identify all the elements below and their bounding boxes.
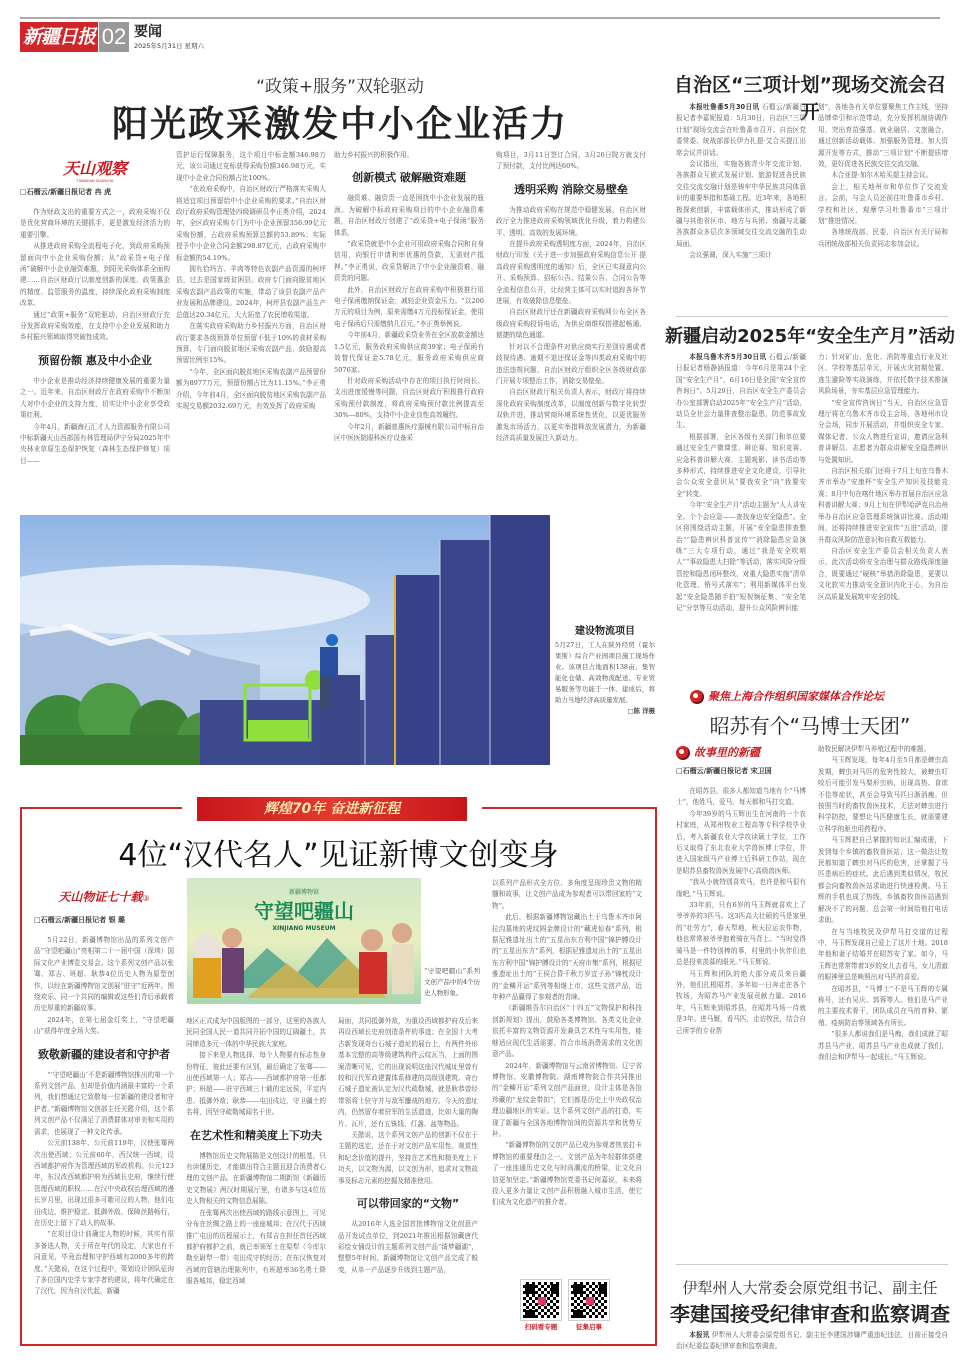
photo-title: 建设物流项目 [575,626,635,637]
discipline-headline: 李建国接受纪律审查和监察调查 [670,1302,950,1326]
article-body: “‘守望吧疆山’不是新疆博物馆推出的第一个系列文创产品，但却是价值内涵最丰富的一个系列，我们想通过它致敬每一位新疆的建设者和守护者。”新疆博物馆文创部主任关懿介绍，这个系列文创产品不仅满足了消费群体对审美和实用的需求，也展现了一种文化传承。 公元前138年、公元前119年，汉使张骞两次出使西域；公元前60年，西汉统一西域，设西域都护府作为管理西域的军政机构。公元123年，东汉改西域都护府为西域长史府，继续行使管理西域的职权……在汉中央政权治理西域的漫长岁月里，出现过很多可歌可泣的人物，他们屯田戍边、维护稳定、抵御外敌、保障丝路畅行，在历史上留下了动人的故事。 “在项目设计前确定人物的时候，其实有很多备选人物，关于所在年代的设定，大家也有不同意见，毕竟治理和守护西域有2000多年的跨度。”关懿说，在这个过程中，策划设计团队征询了多位国内史学专家学者的建议，将年代确定在了汉代，因为自汉代起，新疆 [34,1070,174,1296]
museum-poster [187,878,421,1004]
dateline: 本报讯 [689,1331,710,1339]
museum-poster-image [187,878,421,1004]
character-zhengji [222,928,242,948]
main-column-4 [496,150,646,480]
character-zhangqian [193,934,221,962]
feature-column-1 [34,880,174,1336]
divider [676,316,948,317]
qr-label: 征集启事 [576,1323,602,1331]
sanxiang-column-1 [676,102,806,312]
article-body: 地区正式成为中国版图的一部分，这里的各族人民同全国人民一道共同开拓中国的辽阔疆土，共同缔造多元一体的中华民族大家庭。 接下来是人物选择，每个人物要有标志性身份特征，彼此还要有区别，最后确定了张骞——出使西域第一人；郑吉——西域都护府第一任都护；班超——驻守西域三十载的定远侯，平定内患、抵御外敌；耿恭——屯田戍边，守卫疆土的名将，因坚守疏勒城闻名于世。 [186,1017,326,1117]
frame-top-left [20,807,182,809]
poster-subtitle: XINJIANG MUSEUM [272,925,336,932]
character-gengong [392,923,412,943]
feature-headline: 4位“汉代名人”见证新博文创变身 [118,838,559,873]
tianshan-wuzheng-logo: 天山物证七十载③ [58,890,150,904]
tianshan-guancha-logo: 天山观察 TIANSHAN GUANCHA [62,159,127,183]
main-column-3 [334,150,484,480]
poster-caption: “守望吧疆山”系列文创产品中的4个历史人物形象。 [424,967,480,997]
article-body: 在昭苏县，很多人都知道当地有个“马博士”，他姓马，爱马，每天都和马打交道。 今年39岁的马玉辉出生在河南的一个农村家庭，从郑州牧业工程高等专科学校毕业后，考入新疆农业大学攻读硕士学位，工作后又取得了东北农业大学兽医博士学位，并进入国家级马产业博士后科研工作站，现在是昭苏县畜牧兽医发展中心高级兽医师。 “我从小就特别喜欢马，也许是和马很有缘吧。”马玉辉说。 33年前，只有6岁的马玉辉就喜欢上了爷爷养的3匹马。这3匹高大壮硕的马是家里的“壮劳力”，春天犁地，秋天拉运农作物，他也常常被爷爷抱着骑在马背上。“当时觉得骑马是一件特别棒的事，村里的小伙伴们也总是投来羡慕的眼光。”马玉辉说。 马玉辉和团队的绝大部分成员来自疆外，他们扎根昭苏，多年如一日奔走在各个牧场，为昭苏马产业发展贡献力量。2016年，马玉辉来到昭苏县，在昭苏马场一待就是3年。进马厩，看马匹，走访牧民，结合自己所学的专业帮 [676,787,806,1035]
divider [676,1264,948,1265]
sanxiang-column-2 [818,102,948,312]
header-rule [20,17,940,19]
feature-column-3 [338,1016,478,1336]
horse-column-2 [818,744,948,1224]
main-headline: 阳光政采激发中小企业活力 [111,104,568,145]
qr-code-icon [521,1280,561,1320]
article-body: 购项目，3月11日签订合同，3月26日院方就支付了预付款，支付比例达60%。 [496,151,646,171]
article-body: 助力乡村振兴的积极作用。 [334,151,414,159]
poster-title: 守望吧疆山 [254,899,354,923]
story-dot-icon [676,746,690,760]
article-body: 融资难、融资贵一直是困扰中小企业发展的瓶颈。为破解中标政府采购项目的中小企业融资难题，自治区财政厅创建了“政采贷+电子保函”服务体系。 “政采贷就是中小企业可用政府采购合同和自身信用，向银行申请利率优惠的贷款，无需财产抵押。”李正勇说，政采贷解决了中小企业融资难、融资贵的问题。 此外，自治区财政厅在政府采购中积极推行用电子保函缴纳保证金，减轻企业资金压力。“以200万元的项目为例，原来需缴4万元投标保证金，使用电子保函后只需缴纳几百元。”李正勇举例说。 今年前4月，新疆政采贷业务在全区放款金额达1.5亿元，服务政府采购供应商39家；电子保函有效替代保证金5.78亿元，服务政府采购供应商5076家。 针对政府采购活动中存在的项目执行时间长、支出进度缓慢等问题，自治区财政厅积极推行政府采购预付款制度，将政府采购预付款比例提高至30%—80%，支持中小企业良性高效履约。 今年2月，新疆普惠医疗器械有限公司中标自治区中医医院眼科医疗设备采 [334,194,484,442]
article-body: 本报乌鲁木齐5月30日讯 石榴云/新疆日报记者杨静涵报道：今年6月是第24个全国“安全生产月”，6月16日是全国“安全宣传咨询日”。5月29日，自治区安全生产委员会办公室部署启动2025年“安全生产月”活动，动员全社会力量排查整治隐患，防范事故发生。 根据部署，全区各级有关部门和单位要通过安全生产微课堂、辩论赛、知识竞赛、应急科普讲解大赛、主题观影、读书活动等多种形式，持续推进安全文化建设，引导社会公众安全意识从“要我安全”向“我要安全”转变。 今年“安全生产月”活动主题为“人人讲安全、个个会应急——查找身边安全隐患”。全区将围绕活动主题，开展“安全隐患排查整治”“隐患辨识科普宣传”“消除隐患应急演练”三大专项行动，通过“我是安全吹哨人”“事故隐患大扫除”等活动，落实风险分级管控和隐患闭环整改，对重大隐患实施“清单化管理、销号式落实”；利用新媒体平台发起“安全隐患随手拍”短视频征集、“安全笔记”分享等互动活动，提升公众风险辨识能 [676,353,806,612]
qr-code-icon [569,1280,609,1320]
main-column-2 [176,150,326,480]
article-body: 本报吐鲁番5月30日讯 石榴云/新疆日报记者李嘉妮报道：5月30日，自治区“三项计划”现场交流会在吐鲁番市召开。自治区党委常委、统战部部长伊力扎提·艾合买提江出席会议并讲话。 会议指出，实施各族青少年交流计划、各族群众互嵌式发展计划、旅游促进各民族交往交流交融计划是铸牢中华民族共同体意识的重要举措和基础工程。近3年来，各地积极探索创新，丰富载体形式，推动形成了新疆与其他省区市、地方与兵团、南疆与北疆各族群众多层次多领域交往交流交融的生动局面。 会议强调，深入实施“三项计 [676,103,806,260]
feature-column-4 [492,878,642,1268]
subheading: 透明采购 消除交易壁垒 [514,182,628,196]
subheading: 可以带回家的“文物” [356,1197,460,1211]
safety-column-2 [818,352,948,660]
article-body: 5月22日，新疆博物馆出品的系列文创产品“守望吧疆山”亮相第二十一届中国（深圳）国际文化产业博览交易会。这个系列文创产品以张骞、郑吉、班超、耿恭4位历史人物为原型创作，以经在新疆博物馆文创展“驻守”近两年，围绕欢乐、同一个共同的编辑或这些们背后承载着历史厚重的新疆故事。 2024年，在第七届金灯奖上，“守望吧疆山”获得年度全场大奖。 [34,936,174,1036]
masthead-logo: 新疆日报 [20,22,98,52]
qr-label: 扫码看专题 [524,1323,558,1331]
photo-caption: 5月27日，工人在陕外经贸（霍尔果斯）综合产业园项目施工现场作业。该项目占地面积138亩，集智能化仓储、高效物流配送、专业贸易服务等功能于一体，建成后，将助力当地经济高质量发展。 □陈 洋摄 [555,641,655,715]
article-body: 中小企业是推动经济持续健康发展的重要力量之一。近年来，自治区财政厅在政府采购中不断加大对中小企业的支持力度，切实让中小企业享受政策红利。 今年4月，新疆海石汇才人力资源服务有限公司中标新疆天山西部国有林管理局伊宁分局2025年中央林业草原生态保护恢复（森林生态保护修复）项目—— [20,376,170,465]
dateline: 本报乌鲁木齐5月30日讯 [689,353,767,361]
construction-photo [20,515,550,765]
photo-credit: □陈 洋摄 [627,707,655,715]
subheading: 预留份额 惠及中小企业 [38,353,152,367]
section-title: 要闻 [134,24,162,40]
story-column-logo: 故事里的新疆 [676,744,806,760]
article-body: 管护运行保障服务，这个项目中标金额346.98万元，该公司通过竞标获得采购份额346.98万元，实现中小企业合同份额占比100%。 “在政府采购中，自治区财政厅严格落实采购人将适宜项目预留给中小企业采购的要求。”自治区财政厅政府采购管理处四级调研员李正勇介绍，2024年，全区政府采购专门为中小企业预留356.99亿元采购份额，占政府采购预算总额的53.89%；实际授予中小企业合同金额298.87亿元，占政府采购中标金额的54.19%。 拥有恰玛古、羊肉等特色农副产品资源的柯坪县，过去是国家级贫困县。政府专门面向脱贫地区采购农副产品政策的实施，带动了该县农副产品产业发展和品牌建设。2024年，柯坪县农副产品生产总值达20.34亿元，大大拓宽了农民增收渠道。 在落实政府采购助力乡村振兴方面，自治区财政厅要求各级预算单位预留不低于10%的食材采购预算，专门面向脱贫地区采购农副产品，鼓励提高预留比例至15%。 “今年，全区面向脱贫地区采购农副产品预留份额为8977万元，预留份额占比为11.15%。”李正勇介绍，今年前4月，全区面向脱贫地区采购农副产品实现交易额2032.69万元，有效发挥了政府采购 [176,151,326,410]
feature-banner: 辉煌70年 奋进新征程 [197,797,467,821]
construction-photo-image [20,515,550,765]
subheading: 创新模式 破解融资难题 [352,171,466,185]
character-banchao [361,929,383,951]
safety-column-1 [676,352,806,660]
dateline: 本报吐鲁番5月30日讯 [689,103,760,111]
safety-headline: 新疆启动2025年“安全生产月”活动 [665,326,955,347]
horse-headline: 昭苏有个“马博士天团” [709,714,911,738]
qr-call-for-submissions[interactable] [564,1280,614,1331]
article-body: 局面，共同抵御外敌，为重设西域都护府及后来再设西域长史府创造条件的事迹；在全国十大考古新发现奇台石城子遗址的展台上，有两件外形基本完整的高等级建筑构件云纹瓦当，上面的图案清晰可见，它的出现说明这座汉代城址里曾有较和汉代军政建置体系修建的高级别建筑。奇台石城子遗址被认定为汉代疏勒城，就是耿恭曾经带领将士驻守并与敌军鏖战的地方。今天的遗址内，仍然留存着驻军的生活遗迹，比如大量的陶片、瓦片，还有五铢钱、灯盏、盆等物品。 关懿说，这个系列文创产品的创新不仅在于主题的选定，还在于对文创产品实用性、观赏性和纪念价值的提升，坚持在艺术性和精美度上下功夫，以文物为源，以文创为形，追求对文物故事及标志元素的挖掘及精准使用。 [338,1017,478,1185]
subheading: 致敬新疆的建设者和守护者 [38,1047,170,1061]
main-kicker: “政策+服务”双轮驱动 [256,77,424,97]
feature-column-2 [186,1016,326,1336]
byline: □石榴云/新疆日报记者 银 璐 [34,916,126,924]
qr-topic[interactable] [516,1280,566,1331]
article-body: 以系列产品形式全方位、多角度呈现珍贵文物的精髓和故事，让文创产品成为参观者可以带回家的“文物”。 此后，根据新疆博物馆藏出土于乌鲁木齐市阿拉沟墓地的虎纹圆金牌设计的“藏虎惊春”系列，根据尼雅遗址出土的“五星出东方利中国”锦护膊设计的“五星出东方”系列，根据尼雅遗址出土的“五星出东方利中国”锦护膊设计的“天府市集”系列，根据尼雅遗址出土的“王侯合昏千秋万岁宜子孙”锦枕设计的“金鳞开运”系列等相继上市，这些文创产品，近年种产品赢得了参观者的青睐。 《新疆维吾尔自治区“十四五”文物保护和科技创新规划》提出，鼓励各类博物馆、各类文化企业依托丰富的文物资源开发兼具艺术性与实用性，能够适应现代生活需要、符合市场消费需求的文化创意产品。 2024年，新疆博物馆与云南省博物馆、辽宁省博物馆、安徽博物院、湖南博物院合作共同推出的“金鳞开运”系列文创产品面世，设计主体是各馆珍藏的“龙纹金带扣”，它们都是历史上中央政权治理边疆地区的实证。这个系列文创产品的打造，实现了新疆与全国各地博物馆间的资源共享和优势互补。 “新疆博物馆的文创产品已成为参观者热衷打卡博物馆的重要理由之一。文创产品为年轻群体搭建了一座连通历史文化与时尚潮流的桥梁，让文化自信更加坚定。”新疆博物馆党委书记何嘉说，未来将投入更多力量让文创产品积极融入城市生活，使它们成为文化遗产的推介者。 [492,879,642,1207]
discipline-kicker: 伊犁州人大常委会原党组书记、副主任 [682,1279,938,1297]
sanxiang-headline: 自治区“三项计划”现场交流会召开 [674,74,946,123]
discipline-body: 本报讯 伊犁州人大常委会原党组书记、副主任李建国涉嫌严重违纪违法，目前正接受自治区纪委监委纪律审查和监察调查。 [676,1331,949,1351]
article-body: 为推动政府采购在规范中稳健发展，自治区财政厅全力推进政府采购领域优化升级，着力构建公平、透明、高效的发展环境。 在提升政府采购透明度方面，2024年，自治区财政厅印发《关于进一步加强政府采购信息公开 提高政府采购透明度的通知》后，全区已实现意向公开、采购预算、招标公告、结果公告、合同公告等全流程信息公开，让经营主体可以实时追踪各环节进展，有效破除信息壁垒。 自治区财政厅还在新疆政府采购网公布全区各级政府采购投诉电话，为供应商维权搭建起畅通、便捷的绿色通道。 针对以不合理条件对供应商实行差别待遇或者歧视待遇、逾期不退还保证金等四类政府采购中的违法违规问题，自治区财政厅组织全区各级财政部门开展专项整治工作，消除交易壁垒。 自治区财政厅相关负责人表示，财政厅将持续深化政府采购制度改革，以制度创新与数字化转型双轨并进，推动营商环境系统性优化，以更优服务激发市场活力，以更实举措释放发展潜力，为新疆经济高质量发展注入新动力。 [496,205,646,442]
issue-date: 2025年5月31日 星期六 [134,42,205,50]
article-body: 力；针对矿山、危化、消防等重点行业及社区、学校等基层单元，开展火灾初期处置、逃生避险等实战演练，并依托数字技术推演风险场景，夯实基层应急管理能力。 “安全宣传咨询日”当天，自治区应急管理厅将在乌鲁木齐市设主会场，各地州市设分会场，同步开展活动，并组织安全专家、媒体记者、公众人物进行宣讲，邀请应急科普讲解员、志愿者为群众讲解安全隐患辨识与处置知识。 自治区相关部门还将于7月上旬在乌鲁木齐市举办“安康杯”安全生产知识及技能竞赛；8月中旬在喀什地区举办首届自治区应急科普讲解大赛；9月上旬在伊犁哈萨克自治州举办自治区应急管理系统演讲比赛。活动期间，还将持续推进安全宣传“五进”活动，提升群众风险防范意识和自救互救能力。 自治区安全生产委员会相关负责人表示，此次活动将安全治理与群众路线深度融合，既要通过“硬核”举措消除隐患，更要以文化软实力推动安全意识内化于心，为自治区高质量发展筑牢安全防线。 [818,353,948,601]
article-body: 从2016年入选全国首批博物馆文化创意产品开发试点单位，到2021年推出根据馆藏唐代彩绘女俑设计的主题系列文创产品“绮梦疆湖”，整整5年时间，新疆博物馆让文创产品完成了蜕变，从单一产品逐步升级到主题产品， [338,1220,478,1274]
subheading: 在艺术性和精美度上下功夫 [190,1128,322,1142]
series-dot-icon [690,690,704,704]
article-body: 划”，各地各有关单位要聚焦工作主线，坚持品牌牵引和示范带动，充分发挥机制协调作用，突出育苗强基、就业融居、文旅融合，通过创新活动载体、加强服务管理、加大资源开发等方式，推动“三项计划”不断提质增效，更好促进各民族交往交流交融。 木合亚提·加尔木哈买提主持会议。 会上，相关地州市和单位作了交流发言。会前，与会人员还前往吐鲁番市乡村、学校和社区，观摩学习吐鲁番市“三项计划”推进情况。 各地统战部、民委，自治区有关厅局和兵团统战部相关负责同志参加会议。 [818,103,948,248]
frame-top-right [482,807,657,809]
page-number: 02 [99,22,129,52]
horse-column-1 [676,744,806,1224]
poster-museum-name: 新疆博物馆 [288,889,320,896]
article-body: 博物馆历史文物展陈是文创设计的根基，只有读懂历史，才能做出符合主题且迎合消费者心理的文创产品。在新疆博物馆二期新馆《新疆历史文物展》两汉时期展厅里，有诸多与这4位历史人物相关的文物信息展陈。 在张骞两次出使西域的路线示意图上，可见分布在丝绸之路上的一座座城邦；在汉代于西域推广屯田的历程展示上，有郑吉在担任首任西域都护府都护之前，就已率领军士在渠犁（今库尔勒至尉犁一带）屯田戍守的经历；在东汉恢复对西域的管辖治理陈列中，有班超率36名勇士降服各城邦，稳定西域 [186,1151,326,1286]
byline: □石榴云/新疆日报记者 冉 虎 [20,188,112,196]
byline: □石榴云/新疆日报记者 宋卫国 [676,767,772,775]
article-body: 助牧民解决伊犁马养殖过程中的难题。 马玉辉发现，每年4月至5月都是蜱虫高发期，蜱虫对马匹的危害性较大，被蜱虫叮咬后可能引发马梨形虫病，出现高热、食欲不佳等症状，甚至会导致马匹日渐消瘦。但按照当时的畜牧兽医技术，无法对蜱虫进行科学防控，要想让马匹健康生长，就需要建立科学的驱虫用药程序。 马玉辉把自己掌握的知识汇编成册，下发到每个乡镇的畜牧兽医站，这一做法让牧民都知道了蜱虫对马匹的危害，还掌握了马匹患病后的症状。此后遇到类似情况，牧民都会向畜牧兽医站求助进行快速检测。马玉辉的手机也成了热线，乡镇畜牧兽医站遇到解决不了的问题，总会第一时间给他打电话求助。 在与当地牧民及伊犁马打交道的过程中，马玉辉发现自己爱上了这片土地。2018年他和妻子结婚并在昭苏安了家。如今，马玉辉也常常带着3岁的女儿去看马，女儿清澈的眼神里总是映照出对马匹的喜爱。 在昭苏县，“马博士”不是马玉辉的专属称号，还有吴庆、郭蓉等人。他们是马产业的主要技术骨干，团队成员在马的育种、繁殖、疫病防治等领域各有所长。 “很多人都说我们是马痴，我们成就了昭苏县马产业，昭苏县马产业也成就了我们，我们会和伊犁马一起成长。”马玉辉说。 [818,745,948,1061]
main-column-1 [20,150,170,480]
article-body: 作为财政支出的重要方式之一，政府采购不仅是优化营商环境的关键抓手，更是激发经济活力的重要引擎。 从推进政府采购全流程电子化，到政府采购预留面向中小企业采购份额；从“政采贷+电子保函”破解中小企业融资难题，到阳光采购体系全面构建……自治区财政厅以制度创新的深度、政策惠企的精度、监管服务的温度，持续深化政府采购制度改革。 通过“政策+服务”双轮驱动，自治区财政厅充分发挥政府采购效能，在支持中小企业发展和助力乡村振兴领域取得突破性成效。 [20,208,170,342]
series-tag: 聚焦上海合作组织国家媒体合作论坛 [690,688,950,704]
